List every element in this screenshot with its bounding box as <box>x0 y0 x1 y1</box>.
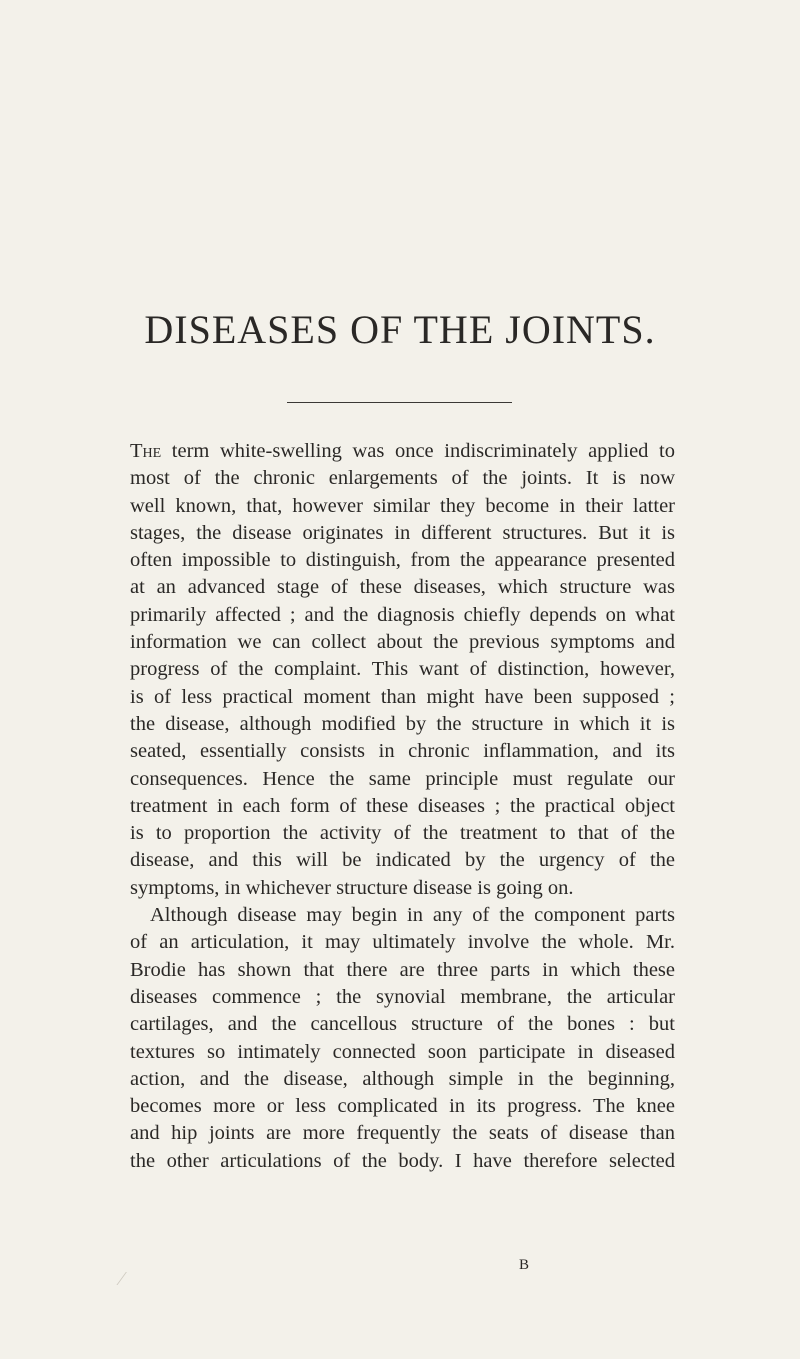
text-line: symptoms, in whichever structure disease is going on. <box>130 876 574 899</box>
body-text <box>130 438 675 1175</box>
text-line <box>130 438 675 465</box>
ink-smudge: ⁄ <box>120 1268 124 1290</box>
text-line: becomes more or less complicated in its progress. The knee <box>130 1095 675 1118</box>
text-line: the other articulations of the body. I have therefore selected <box>130 1149 675 1172</box>
text-line: at an advanced stage of these diseases, which structure was <box>130 576 675 599</box>
text-line: Brodie has shown that there are three parts in which these <box>130 958 675 981</box>
lead-word: The <box>130 440 162 462</box>
text-line: seated, essentially consists in chronic inflammation, and its <box>130 740 675 763</box>
text-line: disease, and this will be indicated by the urgency of the <box>130 849 675 872</box>
text-line: cartilages, and the cancellous structure of the bones : but <box>130 1013 675 1036</box>
text-line: most of the chronic enlargements of the joints. It is now <box>130 467 675 490</box>
text-line: and hip joints are more frequently the seats of disease than <box>130 1122 675 1145</box>
title-rule <box>287 402 512 403</box>
text-line: is of less practical moment than might have been supposed ; <box>130 685 675 708</box>
text-line: often impossible to distinguish, from the appearance presented <box>130 549 675 572</box>
text-line: primarily affected ; and the diagnosis chiefly depends on what <box>130 603 675 626</box>
text-line: stages, the disease originates in different structures. But it is <box>130 521 675 544</box>
text-line: progress of the complaint. This want of distinction, however, <box>130 658 675 681</box>
chapter-title: DISEASES OF THE JOINTS. <box>144 307 656 352</box>
text-line-content: term white-swelling was once indiscriminately applied to <box>161 440 675 462</box>
text-line: diseases commence ; the synovial membrane, the articular <box>130 985 675 1008</box>
text-line: well known, that, however similar they become in their latter <box>130 494 675 517</box>
text-line: is to proportion the activity of the treatment to that of the <box>130 822 675 845</box>
signature-mark: B <box>519 1257 530 1273</box>
text-line: of an articulation, it may ultimately involve the whole. Mr. <box>130 931 675 954</box>
text-line: information we can collect about the previous symptoms and <box>130 631 675 654</box>
text-line: treatment in each form of these diseases ; the practical object <box>130 794 675 817</box>
text-line: action, and the disease, although simple in the beginning, <box>130 1067 675 1090</box>
text-line: Although disease may begin in any of the component parts <box>150 904 675 927</box>
text-line: consequences. Hence the same principle must regulate our <box>130 767 675 790</box>
text-line: the disease, although modified by the structure in which it is <box>130 712 675 735</box>
text-line: textures so intimately connected soon participate in diseased <box>130 1040 675 1063</box>
